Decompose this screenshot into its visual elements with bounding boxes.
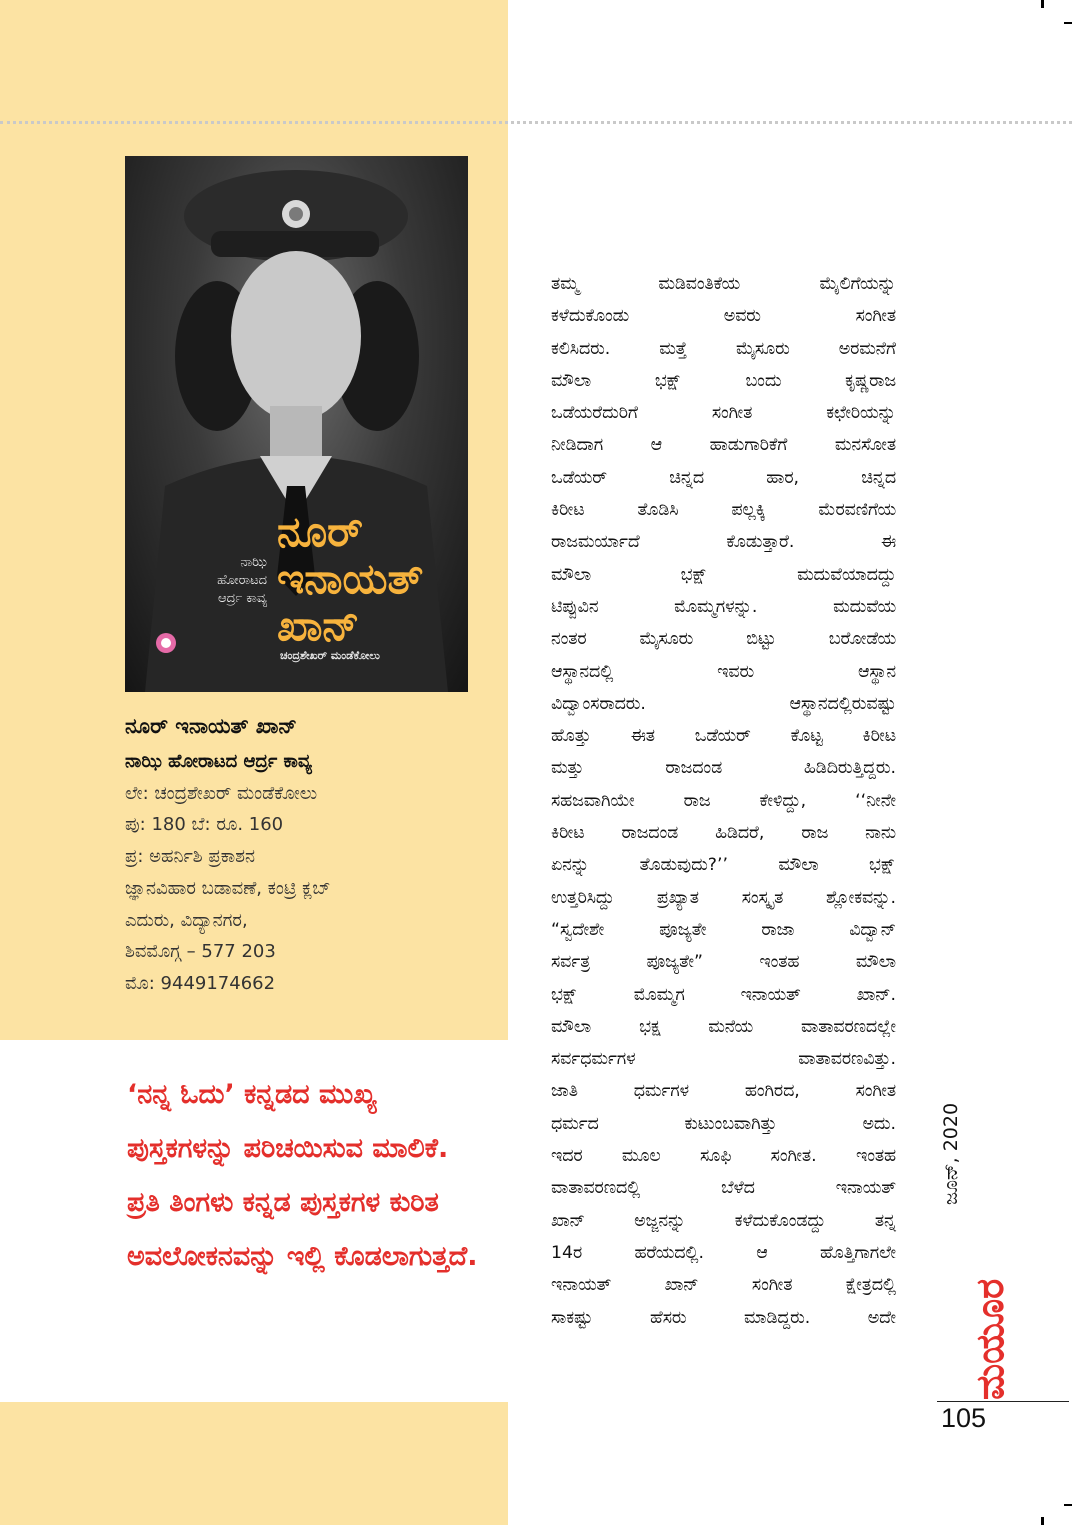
- crop-mark-top-right: [1041, 0, 1044, 8]
- article-line: ಸರ್ವತ್ರ ಪೂಜ್ಯತೇ” ಇಂತಹ ಮೌಲಾ: [551, 952, 896, 973]
- book-author: ಲೇ: ಚಂದ್ರಶೇಖರ್ ಮಂಡೆಕೋಲು: [125, 782, 318, 804]
- book-address-line: ಎದುರು, ವಿದ್ಯಾನಗರ,: [125, 909, 248, 931]
- article-line: ಜಾತಿ ಧರ್ಮಗಳ ಹಂಗಿರದ, ಸಂಗೀತ: [551, 1081, 896, 1102]
- book-phone: ಮೊ: 9449174662: [125, 972, 276, 994]
- cover-title: ನೂರ್ ಇನಾಯತ್ ಖಾನ್: [277, 507, 424, 650]
- page-number: 105: [941, 1403, 987, 1433]
- article-line: ಮೌಲಾ ಭಕ್ಷ್ ಮದುವೆಯಾದದ್ದು: [551, 564, 896, 585]
- book-details: [125, 713, 495, 1000]
- article-line: ಸಹಜವಾಗಿಯೇ ರಾಜ ಕೇಳಿದ್ದು, ‘‘ನೀನೇ: [551, 790, 896, 811]
- article-line: ಕಿರೀಟ ತೊಡಿಸಿ ಪಲ್ಲಕ್ಕಿ ಮೆರವಣಿಗೆಯ: [551, 500, 896, 521]
- article-line: ಮೌಲಾ ಭಕ್ಷ ಮನೆಯ ವಾತಾವರಣದಲ್ಲೇ: [551, 1016, 896, 1037]
- article-column: [551, 268, 896, 1334]
- article-line: ವಾತಾವರಣದಲ್ಲಿ ಬೆಳೆದ ಇನಾಯತ್: [551, 1178, 896, 1199]
- article-line: ನಂತರ ಮೈಸೂರು ಬಿಟ್ಟು ಬರೋಡೆಯ: [551, 629, 896, 650]
- article-line: ಹೊತ್ತು ಈತ ಒಡೆಯರ್ ಕೊಟ್ಟ ಕಿರೀಟ: [551, 726, 896, 747]
- issue-date: ಜೂನ್, 2020: [940, 1102, 962, 1205]
- book-address-line: ಜ್ಞಾನವಿಹಾರ ಬಡಾವಣೆ, ಕಂಟ್ರಿ ಕ್ಲಬ್: [125, 877, 331, 899]
- article-line: ವಿದ್ವಾಂಸರಾದರು. ಆಸ್ಥಾನದಲ್ಲಿರುವಷ್ಟು: [551, 693, 896, 714]
- book-cover-image: [125, 156, 468, 692]
- article-line: ಸರ್ವಧರ್ಮಗಳ ವಾತಾವರಣವಿತ್ತು.: [551, 1049, 896, 1070]
- article-line: ಏನನ್ನು ತೊಡುವುದು?’’ ಮೌಲಾ ಭಕ್ಷ್: [551, 855, 896, 876]
- article-line: ಕಲಿಸಿದರು. ಮತ್ತೆ ಮೈಸೂರು ಅರಮನೆಗೆ: [551, 338, 896, 359]
- article-line: ರಾಜಮರ್ಯಾದೆ ಕೊಡುತ್ತಾರೆ. ಈ: [551, 532, 896, 553]
- article-line: ಉತ್ತರಿಸಿದ್ದು ಪ್ರಖ್ಯಾತ ಸಂಸ್ಕೃತ ಶ್ಲೋಕವನ್ನು.: [551, 887, 896, 908]
- article-line: ಭಕ್ಷ್ ಮೊಮ್ಮಗ ಇನಾಯತ್ ಖಾನ್.: [551, 984, 896, 1005]
- magazine-logo: ಮಯೂರ: [968, 1278, 1012, 1400]
- article-line: ಒಡೆಯರೆದುರಿಗೆ ಸಂಗೀತ ಕಛೇರಿಯನ್ನು: [551, 403, 896, 424]
- series-intro: ‘ನನ್ನ ಓದು’ ಕನ್ನಡದ ಮುಖ್ಯ ಪುಸ್ತಕಗಳನ್ನು ಪರಿಚಯಿಸುವ ಮಾಲಿಕೆ. ಪ್ರತಿ ತಿಂಗಳು ಕನ್ನಡ ಪುಸ್ತಕಗಳ ಕುರಿತ ಅವಲೋಕನವನ್ನು ಇಲ್ಲಿ ಕೊಡಲಾಗುತ್ತದೆ.: [127, 1079, 478, 1272]
- article-line: ಇದರ ಮೂಲ ಸೂಫಿ ಸಂಗೀತ. ಇಂತಹ: [551, 1146, 896, 1167]
- article-line: ಒಡೆಯರ್ ಚಿನ್ನದ ಹಾರ, ಚಿನ್ನದ: [551, 467, 896, 488]
- publisher-logo-icon: [156, 633, 176, 653]
- article-line: 14ರ ಹರೆಯದಲ್ಲಿ. ಆ ಹೊತ್ತಿಗಾಗಲೇ: [551, 1242, 896, 1263]
- article-line: ಮೌಲಾ ಭಕ್ಷ್ ಬಂದು ಕೃಷ್ಣರಾಜ: [551, 370, 896, 391]
- book-address-line: ಶಿವಮೊಗ್ಗ – 577 203: [125, 941, 276, 963]
- crop-mark-right-lower: [1064, 1504, 1072, 1506]
- article-line: ಸಾಕಷ್ಟು ಹೆಸರು ಮಾಡಿದ್ದರು. ಅದೇ: [551, 1307, 896, 1328]
- article-line: ಇನಾಯತ್ ಖಾನ್ ಸಂಗೀತ ಕ್ಷೇತ್ರದಲ್ಲಿ: [551, 1275, 896, 1296]
- article-line: ನೀಡಿದಾಗ ಆ ಹಾಡುಗಾರಿಕೆಗೆ ಮನಸೋತ: [551, 435, 896, 456]
- article-line: ಆಸ್ಥಾನದಲ್ಲಿ ಇವರು ಆಸ್ಥಾನ: [551, 661, 896, 682]
- dotted-divider: [0, 121, 1072, 124]
- book-publisher: ಪ್ರ: ಅಹರ್ನಿಶಿ ಪ್ರಕಾಶನ: [125, 846, 256, 868]
- cover-author: ಚಂದ್ರಶೇಖರ್ ಮಂಡೆಕೋಲು: [280, 649, 380, 662]
- article-line: ಧರ್ಮದ ಕುಟುಂಬವಾಗಿತ್ತು ಅದು.: [551, 1113, 896, 1134]
- page-number-rule: [937, 1401, 1069, 1402]
- crop-mark-right-upper: [1064, 22, 1072, 24]
- cover-tagline: ನಾಝಿ ಹೋರಾಟದ ಆರ್ದ್ರ ಕಾವ್ಯ: [217, 555, 267, 606]
- article-line: ಮತ್ತು ರಾಜದಂಡ ಹಿಡಿದಿರುತ್ತಿದ್ದರು.: [551, 758, 896, 779]
- article-line: ಕಿರೀಟ ರಾಜದಂಡ ಹಿಡಿದರೆ, ರಾಜ ನಾನು: [551, 823, 896, 844]
- article-line: “ಸ್ವದೇಶೇ ಪೂಜ್ಯತೇ ರಾಜಾ ವಿದ್ವಾನ್: [551, 919, 896, 940]
- article-line: ಕಳೆದುಕೊಂಡು ಅವರು ಸಂಗೀತ: [551, 306, 896, 327]
- book-title: ನೂರ್ ಇನಾಯತ್ ಖಾನ್: [125, 714, 297, 738]
- article-line: ಖಾನ್ ಅಜ್ಜನನ್ನು ಕಳೆದುಕೊಂಡದ್ದು ತನ್ನ: [551, 1210, 896, 1231]
- article-line: ತಮ್ಮ ಮಡಿವಂತಿಕೆಯ ಮೈಲಿಗೆಯನ್ನು: [551, 274, 896, 294]
- book-subtitle: ನಾಝಿ ಹೋರಾಟದ ಆರ್ದ್ರ ಕಾವ್ಯ: [125, 751, 312, 772]
- crop-mark-bottom-right: [1041, 1517, 1044, 1525]
- book-pages-price: ಪು: 180 ಬೆ: ರೂ. 160: [125, 814, 284, 836]
- article-line: ಟಿಪ್ಪುವಿನ ಮೊಮ್ಮಗಳನ್ನು. ಮದುವೆಯ: [551, 596, 896, 617]
- sidebar-background-bottom: [0, 1402, 508, 1525]
